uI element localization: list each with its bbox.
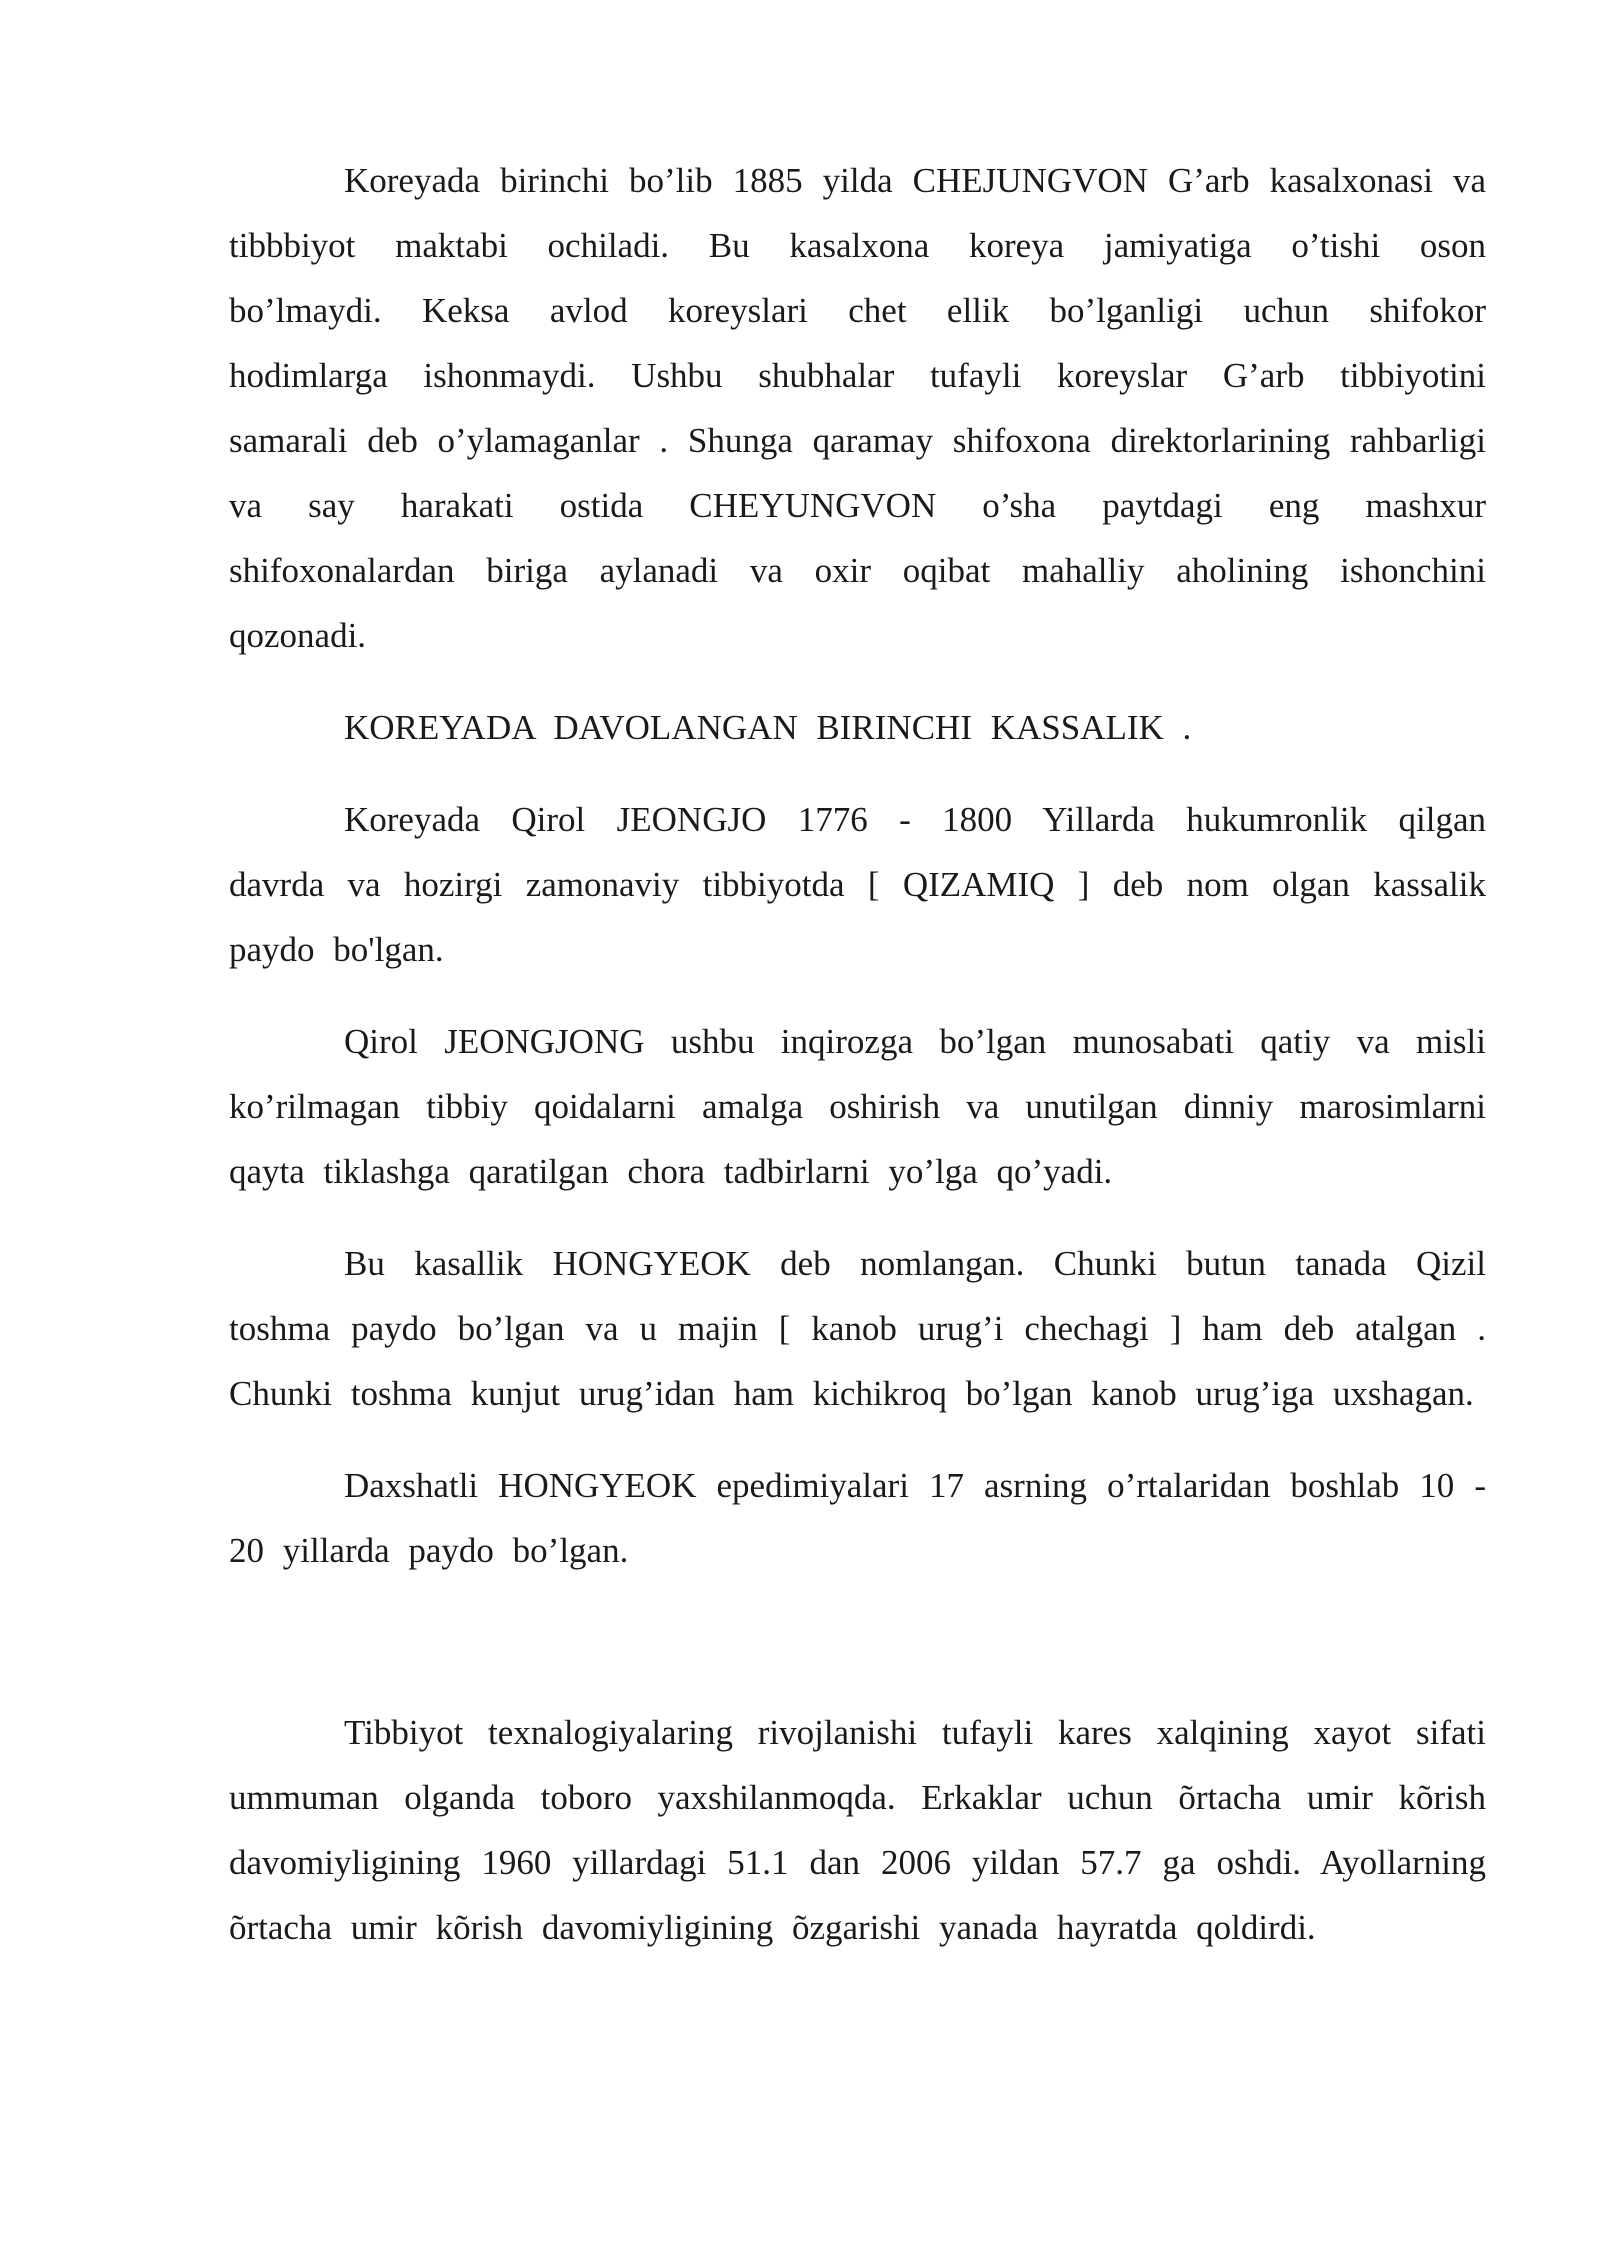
spacer: [229, 760, 1486, 787]
spacer: [229, 1583, 1486, 1700]
spacer: [229, 1204, 1486, 1231]
paragraph-king-jeongjo: Koreyada Qirol JEONGJO 1776 - 1800 Yillarda hukumronlik qilgan davrda va hozirgi zamonaviy tibbiyotda [ QIZAMIQ ] deb nom olgan kassalik paydo bo'lgan.: [229, 800, 1486, 969]
spacer: [229, 1426, 1486, 1453]
paragraph-chejungvon-hospital: Koreyada birinchi bo’lib 1885 yilda CHEJUNGVON G’arb kasalxonasi va tibbbiyot maktabi ochiladi. Bu kasalxona koreya jamiyatiga o’tishi oson bo’lmaydi. Keksa avlod koreyslari chet ellik bo’lganligi uchun shifokor hodimlarga ishonmaydi. Ushbu shubhalar tufayli koreyslar G’arb tibbiyotini samarali deb o’ylamaganlar . Shunga qaramay shifoxona direktorlarining rahbarligi va say harakati ostida CHEYUNGVON o’sha paytdagi eng mashxur shifoxonalardan biriga aylanadi va oxir oqibat mahalliy aholining ishonchini qozonadi.: [229, 161, 1486, 655]
document-page: [229, 148, 1486, 1960]
spacer: [229, 982, 1486, 1009]
section-heading: KOREYADA DAVOLANGAN BIRINCHI KASSALIK .: [344, 708, 1192, 747]
spacer: [229, 668, 1486, 695]
paragraph-king-response: Qirol JEONGJONG ushbu inqirozga bo’lgan munosabati qatiy va misli ko’rilmagan tibbiy qoidalarni amalga oshirish va unutilgan dinniy marosimlarni qayta tiklashga qaratilgan chora tadbirlarni yo’lga qo’yadi.: [229, 1022, 1486, 1191]
paragraph-life-expectancy: Tibbiyot texnalogiyalaring rivojlanishi tufayli kares xalqining xayot sifati ummuman olganda toboro yaxshilanmoqda. Erkaklar uchun õrtacha umir kõrish davomiyligining 1960 yillardagi 51.1 dan 2006 yildan 57.7 ga oshdi. Ayollarning õrtacha umir kõrish davomiyligining õzgarishi yanada hayratda qoldirdi.: [229, 1713, 1486, 1947]
paragraph-hongyeok-epidemics: Daxshatli HONGYEOK epedimiyalari 17 asrning o’rtalaridan boshlab 10 - 20 yillarda paydo bo’lgan.: [229, 1466, 1486, 1570]
paragraph-hongyeok-name: Bu kasallik HONGYEOK deb nomlangan. Chunki butun tanada Qizil toshma paydo bo’lgan va u majin [ kanob urug’i chechagi ] ham deb atalgan . Chunki toshma kunjut urug’idan ham kichikroq bo’lgan kanob urug’iga uxshagan.: [229, 1244, 1486, 1413]
